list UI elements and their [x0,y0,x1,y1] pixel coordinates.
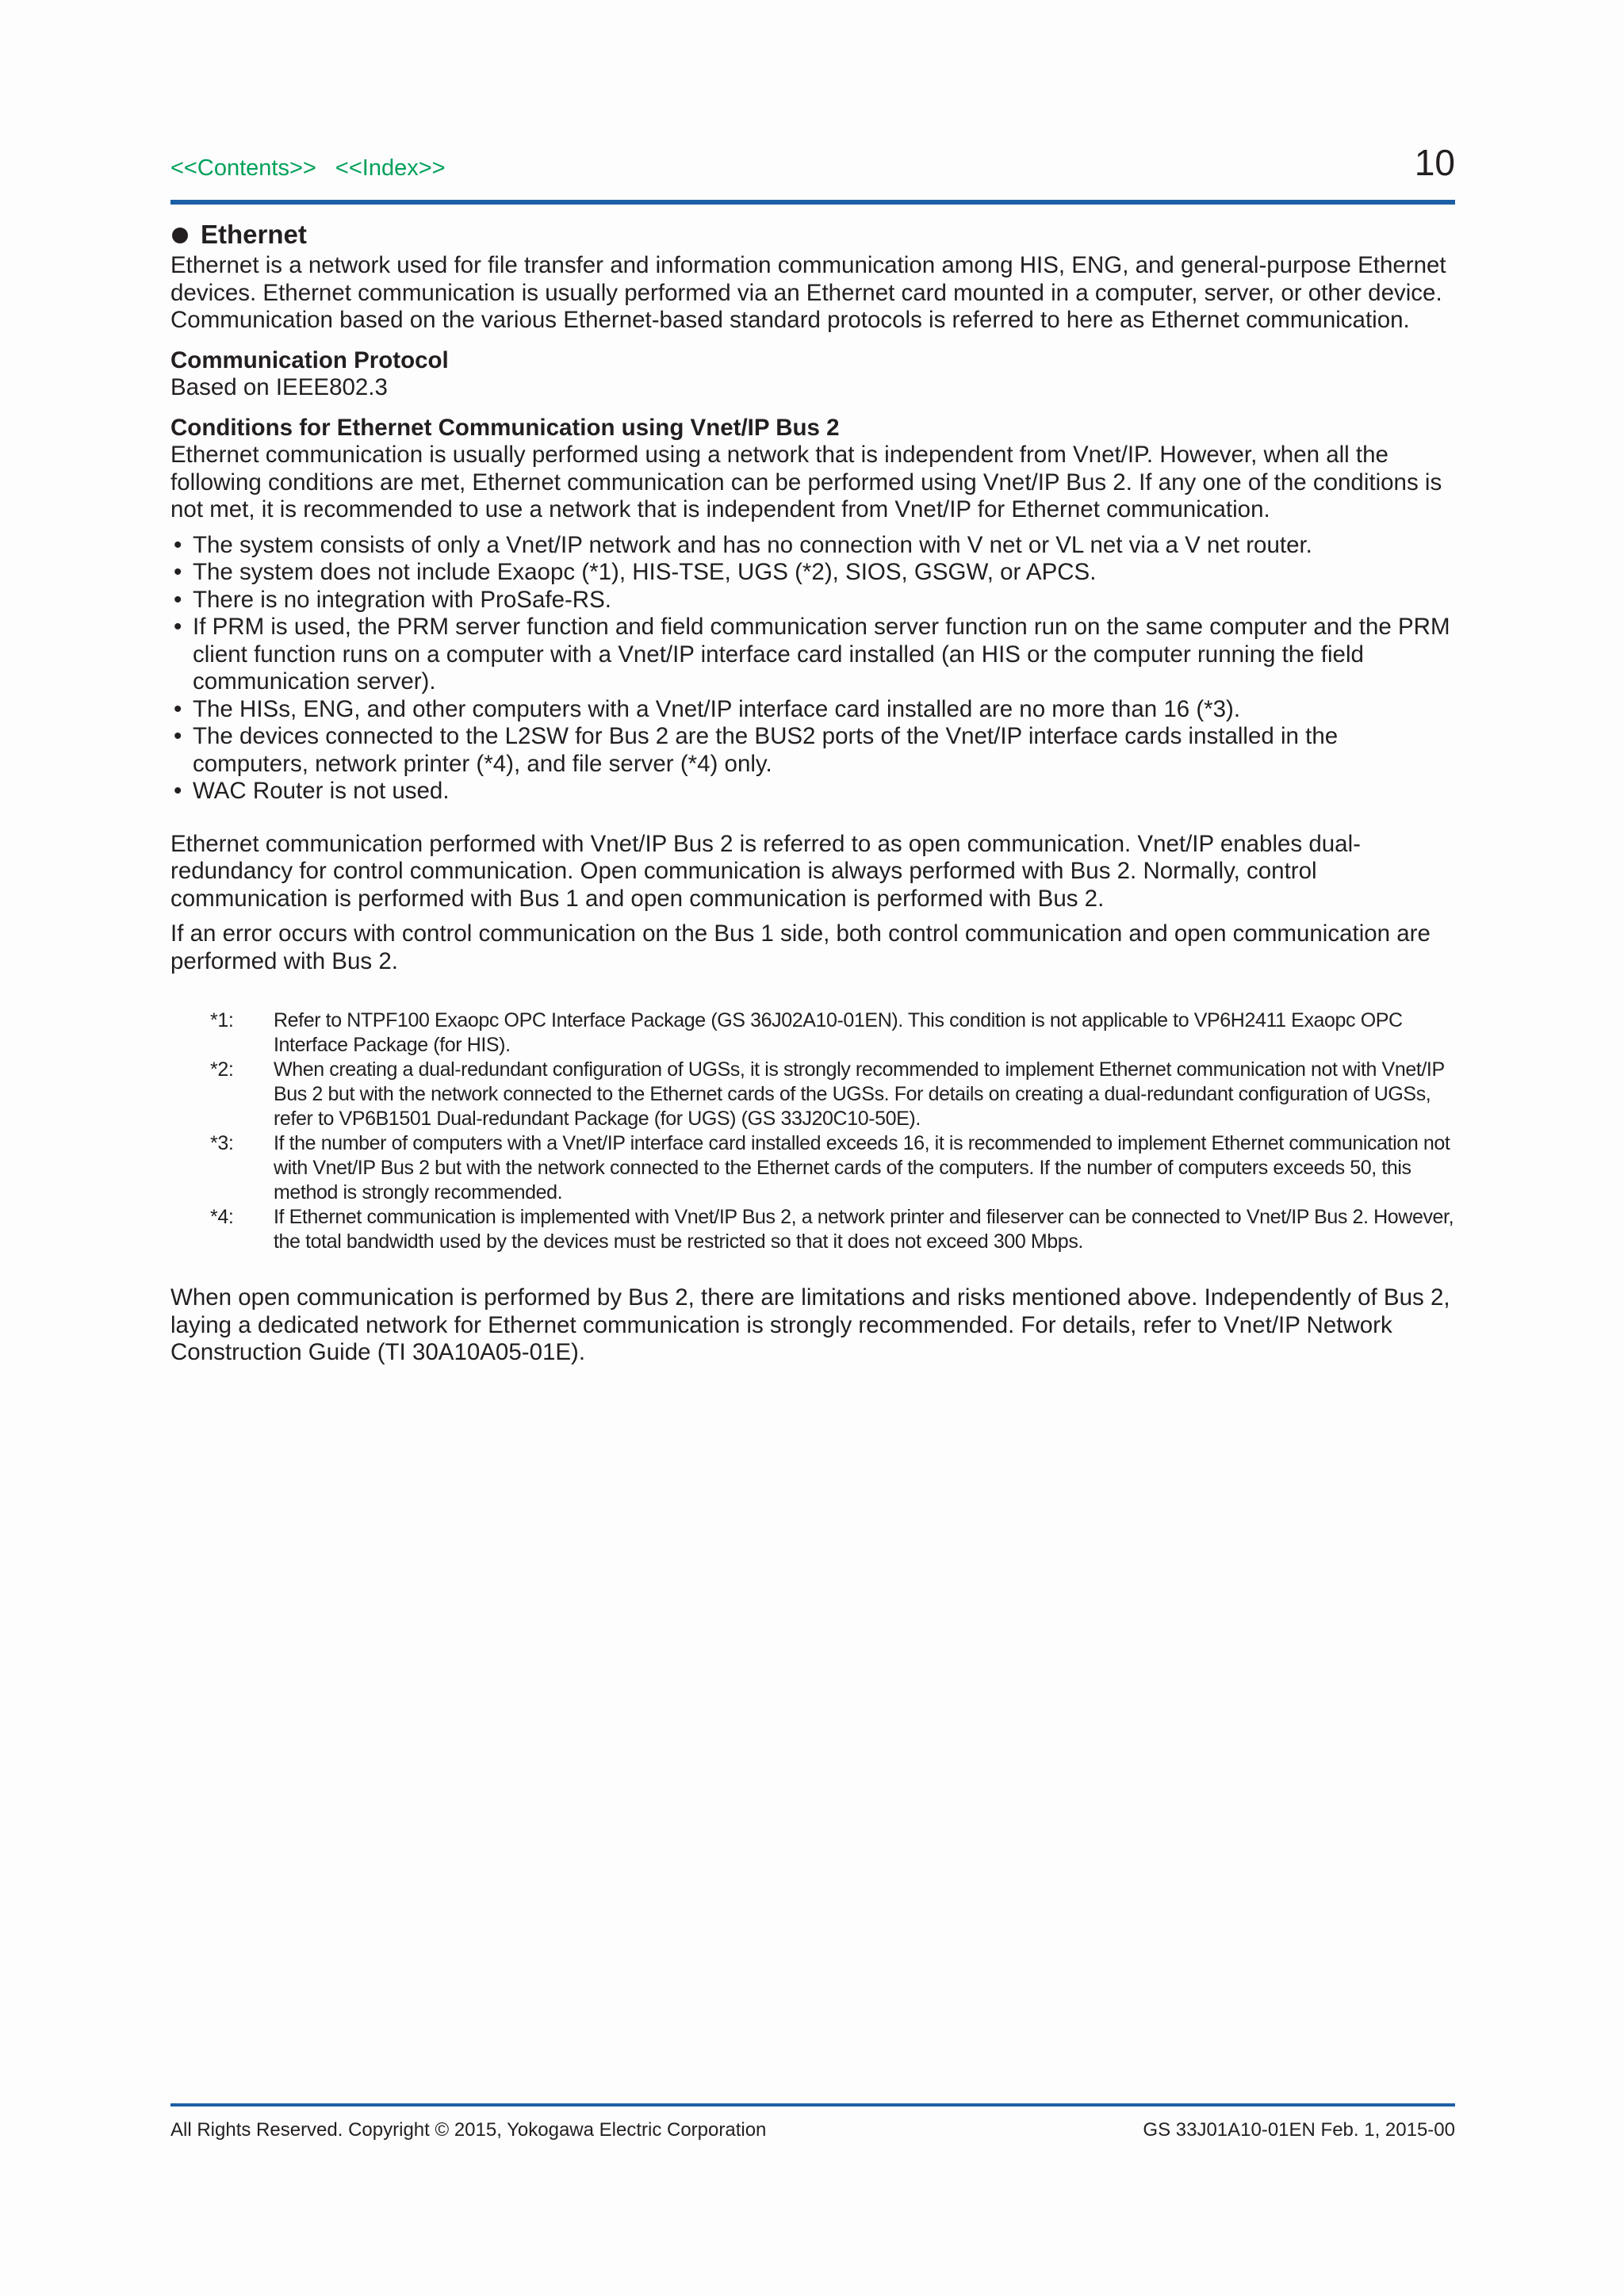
header-divider [170,200,1455,205]
footnote-text: Refer to NTPF100 Exaopc OPC Interface Package (GS 36J02A10-01EN). This condition is not applicable to VP6H2411 Exaopc OPC Interface Package (for HIS). [274,1009,1403,1056]
footnote-text: When creating a dual-redundant configuration of UGSs, it is strongly recommended to implement Ethernet communication not with Vnet/IP Bus 2 but with the network connected to the Ethernet cards of the UGSs. For details on creating a dual-redundant configuration of UGSs, refer to VP6B1501 Dual-redundant Package (for UGS) (GS 33J20C10-50E). [274,1058,1445,1130]
footnote [210,1008,1455,1058]
list-item: • The system does not include Exaopc (*1), HIS-TSE, UGS (*2), SIOS, GSGW, or APCS. [170,559,1455,587]
footer-copyright: All Rights Reserved. Copyright © 2015, Yokogawa Electric Corporation [170,2119,767,2141]
section-title-text: Ethernet [201,220,307,249]
footnote-mark: *2: [210,1058,234,1081]
list-item: • The system consists of only a Vnet/IP network and has no connection with V net or VL net via a V net router. [170,532,1455,560]
section-title [170,219,1455,251]
footnote-text: If Ethernet communication is implemented with Vnet/IP Bus 2, a network printer and fileserver can be connected to Vnet/IP Bus 2. However, the total bandwidth used by the devices must be restricted so that it does not exceed 300 Mbps. [274,1206,1454,1253]
protocol-heading: Communication Protocol [170,346,449,373]
list-item: • There is no integration with ProSafe-RS. [170,587,1455,614]
conditions-list [170,532,1455,806]
footnote-mark: *1: [210,1009,234,1031]
list-item: • The devices connected to the L2SW for Bus 2 are the BUS2 ports of the Vnet/IP interface cards installed in the computers, network printer (*4), and file server (*4) only. [170,723,1455,778]
conditions-heading: Conditions for Ethernet Communication using Vnet/IP Bus 2 [170,414,840,441]
footnote-mark: *3: [210,1132,234,1154]
page-header [170,135,1455,198]
open-communication-paragraph: Ethernet communication performed with Vnet/IP Bus 2 is referred to as open communication. Vnet/IP enables dual-redundancy for control communication. Open communication is always performed with Bus 2. Normally, control communication is performed with Bus 1 and open communication is performed with Bus 2. [170,830,1361,912]
conditions-intro: Ethernet communication is usually performed using a network that is independent from Vnet/IP. However, when all the following conditions are met, Ethernet communication can be performed using Vnet/IP Bus 2. If any one of the conditions is not met, it is recommended to use a network that is independent from Vnet/IP for Ethernet communication. [170,442,1442,522]
footer-doc-id: GS 33J01A10-01EN Feb. 1, 2015-00 [1143,2119,1455,2141]
footnote [210,1205,1455,1254]
closing-paragraph: When open communication is performed by Bus 2, there are limitations and risks mentioned above. Independently of Bus 2, laying a dedicated network for Ethernet communication is strongly recommended. For details, refer to Vnet/IP Network Construction Guide (TI 30A10A05-01E). [170,1284,1450,1365]
protocol-text: Based on IEEE802.3 [170,374,388,400]
footnote-text: If the number of computers with a Vnet/IP interface card installed exceeds 16, it is recommended to implement Ethernet communication not with Vnet/IP Bus 2 but with the network connected to the Ethernet cards of the computers. If the number of computers exceeds 50, this method is strongly recommended. [274,1132,1450,1203]
index-link[interactable]: <<Index>> [335,155,446,181]
nav-links [170,155,458,182]
document-page [170,135,1455,1365]
footnote [210,1058,1455,1131]
list-item: • The HISs, ENG, and other computers with a Vnet/IP interface card installed are no more than 16 (*3). [170,696,1455,724]
list-item: • If PRM is used, the PRM server function and field communication server function run on the same computer and the PRM client function runs on a computer with a Vnet/IP interface card installed (an HIS or the computer running the field communication server). [170,614,1455,696]
footnote-mark: *4: [210,1206,234,1228]
intro-paragraph: Ethernet is a network used for file transfer and information communication among HIS, ENG, and general-purpose Ethernet devices. Ethernet communication is usually performed via an Ethernet card mounted in a computer, server, or other device. Communication based on the various Ethernet-based standard protocols is referred to here as Ethernet communication. [170,252,1446,333]
footer-divider [170,2103,1455,2107]
page-content [170,219,1455,1367]
bullet-dot-icon [172,228,188,243]
footnote [210,1131,1455,1205]
contents-link[interactable]: <<Contents>> [170,155,316,181]
list-item: • WAC Router is not used. [170,778,1455,806]
error-paragraph: If an error occurs with control communication on the Bus 1 side, both control communication and open communication are performed with Bus 2. [170,920,1431,974]
page-number: 10 [1414,142,1455,183]
footnotes [210,1008,1455,1254]
